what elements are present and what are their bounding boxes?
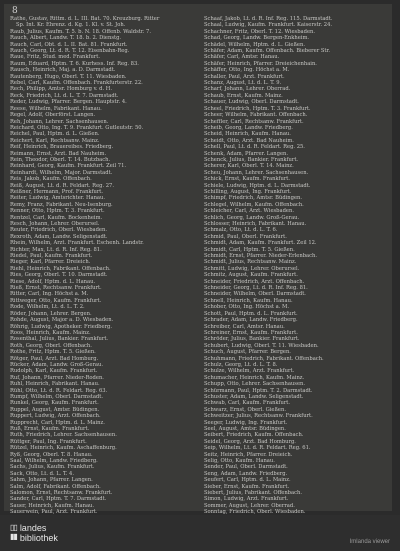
register-entry: Reiter, Ludwig, Amtsrichter. Hanau. [10, 195, 106, 202]
register-entry: Rittweger, Otto, Kaufm. Frankfurt. [10, 297, 102, 304]
register-entry: Seibert, Friedrich, Kaufm. Offenbach. [204, 432, 304, 439]
register-entry: Scheidt, Otto, Arzt. Bad Nauheim. [204, 137, 294, 144]
register-entry: Scherer, Karl, Oberl. T. 14. Mainz. [204, 163, 294, 170]
register-entry: Schaal, Ludwig, Kaufm. Frankfurt. Kaiserstr. 24. [204, 22, 333, 29]
register-entry: Schachner, Fritz, Oberl. T. 12. Wiesbaden. [204, 28, 316, 35]
register-entry: Seidel, Georg, Arzt. Bad Homburg. [204, 438, 296, 445]
register-entry: Riedel, Paul, Kaufm. Frankfurt. [10, 253, 93, 260]
register-entry: Rosenthal, Julius, Bankier. Frankfurt. [10, 336, 109, 343]
register-entry: Röder, Johann, Lehrer. Bergen. [10, 310, 92, 317]
register-entry: Raue, Fritz, Stud. med. Frankfurt. [10, 54, 101, 61]
register-entry: Schenck, Julius, Bankier. Frankfurt. [204, 156, 299, 163]
register-entry: Sender, Paul, Oberl. Darmstadt. [204, 464, 288, 471]
register-entry: Schmid, Paul, Oberl. Frankfurt. [204, 233, 287, 240]
register-entry: Schrader, Adam, Landw. Friedberg. [204, 317, 298, 324]
register-entry: Richter, Max, Lt. d. R. Inf. Reg. 81. [10, 246, 102, 253]
register-entry: Renner, Otto, Hptm. T. 3. Frankfurt. [10, 208, 105, 215]
register-entry: Ruß, Ernst, Kaufm. Frankfurt. [10, 426, 90, 432]
register-entry: Rexroth, Adam, Landw. Seligenstadt. [10, 233, 108, 240]
library-logo-text [20, 523, 58, 543]
register-entry: Reder, Ludwig, Pfarrer. Bergen. Hauptstr. 4. [10, 99, 127, 106]
register-entry: Rhein, Wilhelm, Arzt. Frankfurt. Eschenh. Landstr. [10, 240, 144, 247]
register-entry: Schubert, Ludwig, Oberl. T. 11. Wiesbaden. [204, 342, 319, 349]
register-entry: Schröder, Julius, Bankier. Frankfurt. [204, 336, 300, 343]
register-entry: Reichert, Karl, Rechtsanw. Mainz. [10, 137, 100, 144]
text-column-left [10, 16, 192, 516]
register-entry: Schanz, August, Lt. d. L. T. 9. [204, 80, 282, 87]
register-entry: Reif, Heinrich, Brauereibes. Friedberg. [10, 144, 114, 151]
register-entry: Schenk, Adam, Pfarrer. Langen. [204, 150, 289, 157]
register-entry: Rücker, Adam, Landw. Groß-Gerau. [10, 361, 104, 368]
register-entry: Sack, Otto, Lt. d. L. T. 4. [10, 470, 74, 477]
register-entry: Raub, Julius, Kaufm. T. 5. b. N. 18. Offenb. Waldstr. 7. [10, 28, 151, 35]
register-entry: Schmidt, Adam, Kaufm. Frankfurt. Zeil 12. [204, 240, 317, 247]
register-entry: Schulz, Georg, Lt. d. L. T. 8. [204, 361, 278, 368]
page-number: 8 [12, 6, 18, 16]
register-entry: Schäfer, Heinrich, Pfarrer. Dreieichenhain. [204, 60, 317, 67]
library-logo-icon: ▯▯ ▮▮ [10, 523, 17, 541]
register-entry: Reinhard, Georg, Kaufm. Frankfurt. Zeil 71. [10, 163, 127, 170]
register-entry: Schott, Paul, Hptm. d. L. Frankfurt. [204, 310, 298, 317]
register-entry: Ruth, Friedrich, Lehrer. Sachsenhausen. [10, 432, 117, 439]
register-entry: Schäfer, Carl, Amtsr. Hanau. [204, 54, 280, 61]
register-entry: Schulze, Wilhelm, Arzt. Frankfurt. [204, 368, 295, 375]
register-entry: Schäfer, Adam, Kaufm. Offenbach. Bieberer Str. [204, 48, 331, 55]
register-entry: Seng, Adam, Landw. Friedberg. [204, 470, 288, 477]
register-entry: Sander, Carl, Hptm. T. 7. Darmstadt. [10, 496, 107, 503]
register-entry: Schuster, Adam, Landw. Seligenstadt. [204, 393, 304, 400]
register-entry: Roth, Georg, Oberl. Offenbach. [10, 342, 92, 349]
register-entry: Schmidt, Carl, Hptm. T. 5. Gießen. [204, 246, 295, 253]
register-entry: Seitz, Heinrich, Pfarrer. Dreieich. [204, 451, 293, 458]
register-entry: Salm, Adolf, Fabrikant. Offenbach. [10, 483, 101, 490]
register-entry: Saal, Wilhelm, Landw. Friedberg. [10, 458, 98, 465]
logo-line-1: landes [19, 523, 47, 533]
register-entry: Schreiber, Carl, Amtsr. Hanau. [204, 323, 285, 330]
register-entry: Rumpf, Wilhelm, Oberl. Darmstadt. [10, 393, 103, 400]
register-entry: Schmitt, Ludwig, Lehrer. Oberursel. [204, 265, 300, 272]
register-entry: Rudolph, Karl, Kaufm. Frankfurt. [10, 368, 98, 375]
register-entry: Schneider, Georg, Lt. d. R. Inf. Reg. 81. [204, 285, 308, 292]
register-entry: Siebert, Julius, Fabrikant. Offenbach. [204, 490, 302, 497]
register-entry: Selig, Otto, Kaufm. Hanau. [204, 458, 275, 465]
register-entry: Reese, Wilhelm, Fabrikant. Hanau. [10, 105, 102, 112]
register-entry: Schimpf, Friedrich, Amtsr. Büdingen. [204, 195, 303, 202]
register-entry: Schnell, Heinrich, Kaufm. Hanau. [204, 297, 293, 304]
register-entry: Schmitz, August, Kaufm. Frankfurt. [204, 272, 298, 279]
register-entry: Regel, Adolf, Oberförst. Langen. [10, 112, 96, 119]
register-entry: Schürmann, Paul, Hptm. T. 2. Darmstadt. [204, 387, 313, 394]
register-entry: Schmidt, Julius, Rechtsanw. Mainz. [204, 259, 297, 266]
register-entry: Rebel, Carl, Kaufm. Offenbach. Frankfurterstr. 22. [10, 80, 143, 87]
register-entry: Resch, Johann, Lehrer. Oberursel. [10, 221, 100, 227]
document-page [4, 4, 392, 516]
register-entry: Sommer, August, Lehrer. Oberrad. [204, 502, 295, 509]
register-entry: Reimann, Ernst, Arzt. Bad Nauheim. [10, 150, 107, 157]
register-entry: Schmalz, Otto, Lt. d. L. T. 6. [204, 227, 278, 234]
register-entry: Reck, Friedrich, Lt. d. L. T. 7. Darmstadt. [10, 92, 119, 99]
register-entry: Scheib, Georg, Landw. Friedberg. [204, 124, 293, 131]
register-entry: Reuter, Friedrich, Oberl. Wiesbaden. [10, 227, 107, 234]
register-entry: Ryß, Georg, Oberl. T. 8. Hanau. [10, 451, 93, 458]
register-entry: Ruhl, Heinrich, Fabrikant. Hanau. [10, 381, 100, 388]
register-entry: Riese, Adolf, Hptm. d. L. Hanau. [10, 278, 96, 285]
register-entry: Schiele, Ludwig, Hptm. d. L. Darmstadt. [204, 182, 311, 189]
register-entry: Sonntag, Friedrich, Oberl. Wiesbaden. [204, 509, 306, 516]
register-entry: Sahm, Johann, Pfarrer. Langen. [10, 477, 93, 484]
register-entry: Seip, Wilhelm, Lt. d. R. Feldart. Reg. 61. [204, 445, 311, 452]
register-entry: Scheel, Friedrich, Hptm. T. 3. Frankfurt. [204, 105, 311, 112]
register-entry: Reh, Johann, Lehrer. Sachsenhausen. [10, 118, 109, 125]
register-entry: Ruppel, August, Amtsr. Büdingen. [10, 406, 100, 413]
register-entry: Schick, Ernst, Kaufm. Frankfurt. [204, 176, 291, 183]
register-entry: Scheer, Wilhelm, Fabrikant. Offenbach. [204, 112, 308, 119]
register-entry: Rützel, Heinrich, Kaufm. Aschaffenburg. [10, 445, 117, 452]
register-entry: Sp. Int. Kr. Ehrenz. d. Kg. 1. Kl. v. St. Joh. [16, 22, 126, 29]
register-entry: Schmidt, Ernst, Pfarrer. Nieder-Erlenbach. [204, 253, 318, 260]
register-entry: Sieber, Ernst, Kaufm. Frankfurt. [204, 483, 290, 490]
register-entry: Schneider, Friedrich, Arzt. Offenbach. [204, 278, 305, 285]
register-entry: Seeger, Ludwig, Ing. Frankfurt. [204, 419, 288, 426]
register-entry: Schneider, Wilhelm, Oberl. Darmstadt. [204, 291, 306, 298]
register-entry: Rötger, Paul, Arzt. Bad Homburg. [10, 355, 99, 362]
register-entry: Rüttger, Paul, Ing. Frankfurt. [10, 438, 87, 445]
register-entry: Rohde, August, Major a. D. Wiesbaden. [10, 317, 114, 324]
register-entry: Simon, Ludwig, Arzt. Frankfurt. [204, 496, 289, 503]
register-entry: Schlegel, Wilhelm, Kaufm. Offenbach. [204, 201, 304, 208]
register-entry: Sauer, Heinrich, Kaufm. Hanau. [10, 502, 95, 509]
register-entry: Runkel, Georg, Kaufm. Frankfurt. [10, 400, 99, 407]
register-entry: Schaaf, Jakob, Lt. d. R. Inf. Reg. 115. Darmstadt. [204, 16, 333, 22]
register-entry: Ruf, Johann, Pfarrer. Nieder-Roden. [10, 374, 104, 381]
register-entry: Schaub, Ernst, Kaufm. Mainz. [204, 92, 283, 99]
viewer-footer [0, 515, 400, 551]
register-entry: Ries, Georg, Oberl. T. 10. Darmstadt. [10, 272, 108, 279]
register-entry: Reichard, Otto, Ing. T. 9. Frankfurt. Gutleutstr. 50. [10, 124, 144, 131]
logo-line-2: bibliothek [19, 533, 58, 543]
register-entry: Schwab, Carl, Kaufm. Frankfurt. [204, 400, 291, 407]
register-entry: Riehl, Heinrich, Fabrikant. Offenbach. [10, 265, 111, 272]
register-entry: Scharf, Johann, Lehrer. Oberrad. [204, 86, 291, 93]
register-entry: Reiß, August, Lt. d. R. Feldart. Reg. 27. [10, 182, 115, 189]
viewer-label[interactable]: Imlanda viewer [349, 539, 390, 545]
register-entry: Schreiner, Ernst, Kaufm. Frankfurt. [204, 329, 298, 336]
register-entry: Salomon, Ernst, Rechtsanw. Frankfurt. [10, 490, 113, 497]
register-entry: Reis, Jakob, Kaufm. Offenbach. [10, 176, 92, 183]
register-entry: Schlosser, Heinrich, Fabrikant. Hanau. [204, 221, 307, 227]
register-entry: Raum, Eduard, Hptm. T. 6. Kurhess. Inf. Reg. 83. [10, 60, 139, 67]
register-entry: Rauch, Georg, Lt. d. R. T. 12. Eisenbahn-Reg. [10, 48, 130, 55]
register-entry: Schumacher, Heinrich, Kaufm. Mainz. [204, 374, 305, 381]
register-entry: Schleicher, Carl, Arzt. Wiesbaden. [204, 208, 294, 215]
register-entry: Schädel, Wilhelm, Hptm. d. L. Gießen. [204, 41, 305, 48]
register-entry: Schilling, August, Ing. Frankfurt. [204, 188, 292, 195]
register-entry: Rupprecht, Carl, Hptm. d. L. Mainz. [10, 419, 105, 426]
register-entry: Rode, Wilhelm, Lt. d. L. T. 2. [10, 304, 85, 311]
register-entry: Roos, Heinrich, Kaufm. Mainz. [10, 329, 91, 336]
register-entry: Rauch, Carl, Obt. d. L. II. Bat. 81. Frankfurt. [10, 41, 128, 48]
register-entry: Rieß, Ernst, Rechtsanw. Frankfurt. [10, 285, 102, 292]
register-entry: Scheid, Heinrich, Kaufm. Hanau. [204, 131, 291, 138]
register-entry: Schlich, Georg, Landw. Groß-Gerau. [204, 214, 300, 221]
register-entry: Sauerwein, Paul, Arzt. Frankfurt. [10, 509, 98, 516]
text-column-right [204, 16, 386, 516]
register-entry: Schäffer, Otto, Ing. Höchst a. M. [204, 67, 290, 74]
register-entry: Schuch, August, Pfarrer. Bergen. [204, 349, 291, 356]
register-entry: Schwarz, Ernst, Oberl. Gießen. [204, 406, 286, 413]
register-entry: Reißner, Hermann, Prof. Frankfurt. [10, 188, 104, 195]
register-entry: Rothe, Fritz, Hptm. T. 5. Gießen. [10, 349, 96, 356]
register-entry: Schauer, Ludwig, Oberl. Darmstadt. [204, 99, 299, 106]
register-entry: Schad, Georg, Landw. Bergen-Enkheim. [204, 35, 310, 42]
register-entry: Sachs, Julius, Kaufm. Frankfurt. [10, 464, 95, 471]
register-entry: Reinhardt, Wilhelm, Major. Darmstadt. [10, 169, 113, 176]
register-entry: Ritter, Carl, Ing. Höchst a. M. [10, 291, 89, 298]
register-entry: Rauch, Albert, Landw. T. 18. b. 2. Dienstg. [10, 35, 122, 42]
register-entry: Reichel, Paul, Hptm. d. L. Gießen. [10, 131, 100, 138]
register-entry: Schweitzer, Julius, Rechtsanw. Frankfurt. [204, 413, 313, 420]
register-entry: Rech, Philipp, Amtsr. Homburg v. d. H. [10, 86, 112, 93]
register-entry: Rieger, Karl, Pfarrer. Dreieich. [10, 259, 91, 266]
register-entry: Ruppert, Ludwig, Arzt. Offenbach. [10, 413, 101, 420]
register-entry: Remy, Franz, Fabrikant. Neu-Isenburg. [10, 201, 113, 208]
register-entry: Röhrig, Ludwig, Apotheker. Friedberg. [10, 323, 113, 330]
register-entry: Schuhmann, Friedrich, Fabrikant. Offenbach. [204, 355, 324, 362]
register-entry: Seel, August, Amtsr. Büdingen. [204, 426, 286, 432]
register-entry: Seufert, Carl, Hptm. d. L. Mainz. [204, 477, 291, 484]
register-entry: Rühl, Otto, Lt. d. R. Feldart. Reg. 63. [10, 387, 108, 394]
register-entry: Rautenberg, Hugo, Oberl. T. 11. Wiesbaden. [10, 73, 127, 80]
register-entry: Schupp, Otto, Lehrer. Sachsenhausen. [204, 381, 305, 388]
register-entry: Schell, Paul, Lt. d. R. Feldart. Reg. 25. [204, 144, 305, 151]
register-entry: Rentzel, Carl, Kaufm. Bockenheim. [10, 214, 103, 221]
register-entry: Schaller, Paul, Arzt. Frankfurt. [204, 73, 285, 80]
register-entry: Rein, Theodor, Oberl. T. 14. Butzbach. [10, 156, 111, 163]
register-entry: Scheffler, Carl, Rechtsanw. Frankfurt. [204, 118, 304, 125]
register-entry: Rathe, Gustav, Rittm. d. L. III. Bat. 70. Kreuzburg. Ritter [10, 16, 160, 22]
library-logo[interactable] [10, 523, 58, 543]
register-entry: Scheu, Johann, Lehrer. Sachsenhausen. [204, 169, 309, 176]
register-entry: Schober, Otto, Ing. Höchst a. M. [204, 304, 290, 311]
register-entry: Rausch, Heinrich, Maj. a. D. Darmstadt. [10, 67, 116, 74]
